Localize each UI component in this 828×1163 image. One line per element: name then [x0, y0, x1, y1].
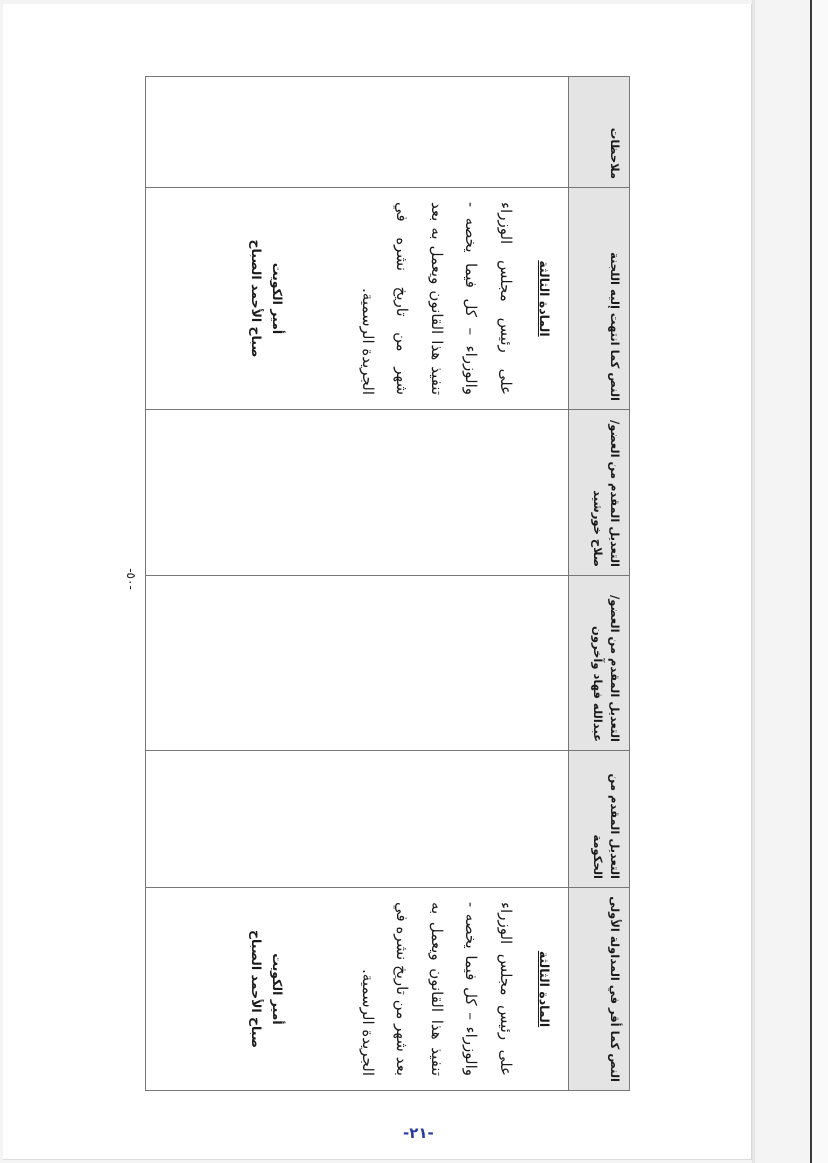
article-text: على رئيس مجلس الوزراء والوزراء – كل فيما يخصه - تنفيذ هذا القانون ويعمل به بعد شهر من تاريخ نشره في الجريدة الرسمية.	[359, 902, 515, 1076]
article-title: المادة الثالثة	[537, 950, 552, 1028]
cell-member-amendment-abdullah	[146, 576, 569, 751]
table-header-row	[569, 77, 630, 1091]
cell-notes	[146, 77, 569, 188]
table-row	[146, 77, 569, 1091]
signature-name: صباح الأحمد الصباح	[249, 930, 265, 1048]
header-member-amendment-abdullah: التعديل المقدم من العضو/ عبدالله فهاد وآخرون	[569, 576, 630, 751]
header-first-deliberation: النص كما أقر في المداولة الأولى	[569, 888, 630, 1091]
cell-government-amendment	[146, 751, 569, 888]
background-strip	[812, 0, 828, 1163]
header-member-amendment-salah: التعديل المقدم من العضو/ صلاح خورشيد	[569, 410, 630, 576]
signature-title: أمير الكويت	[270, 953, 286, 1025]
page-edge-shadow	[752, 0, 755, 1163]
page-marker: -٥٠-	[123, 568, 138, 590]
header-committee-text: النص كما انتهت إليه اللجنة	[569, 188, 630, 410]
comparison-table	[145, 76, 630, 1091]
article-title: المادة الثالثة	[537, 260, 552, 337]
signature-block	[246, 198, 289, 399]
signature-title: أمير الكويت	[270, 262, 286, 335]
signature-block	[246, 898, 289, 1080]
footer-page-number: -٢١-	[403, 1124, 434, 1142]
header-notes: ملاحظات	[569, 77, 630, 188]
article-text: على رئيس مجلس الوزراء والوزراء – كل فيما يخصه - تنفيذ هذا القانون ويعمل به بعد شهر من تاريخ نشره في الجريدة الرسمية.	[359, 202, 515, 395]
signature-name: صباح الأحمد الصباح	[249, 239, 265, 358]
cell-first-deliberation	[146, 888, 569, 1091]
cell-member-amendment-salah	[146, 410, 569, 576]
header-government-amendment: التعديل المقدم من الحكومة	[569, 751, 630, 888]
cell-committee-text	[146, 188, 569, 410]
rotated-table-frame	[145, 76, 630, 1090]
